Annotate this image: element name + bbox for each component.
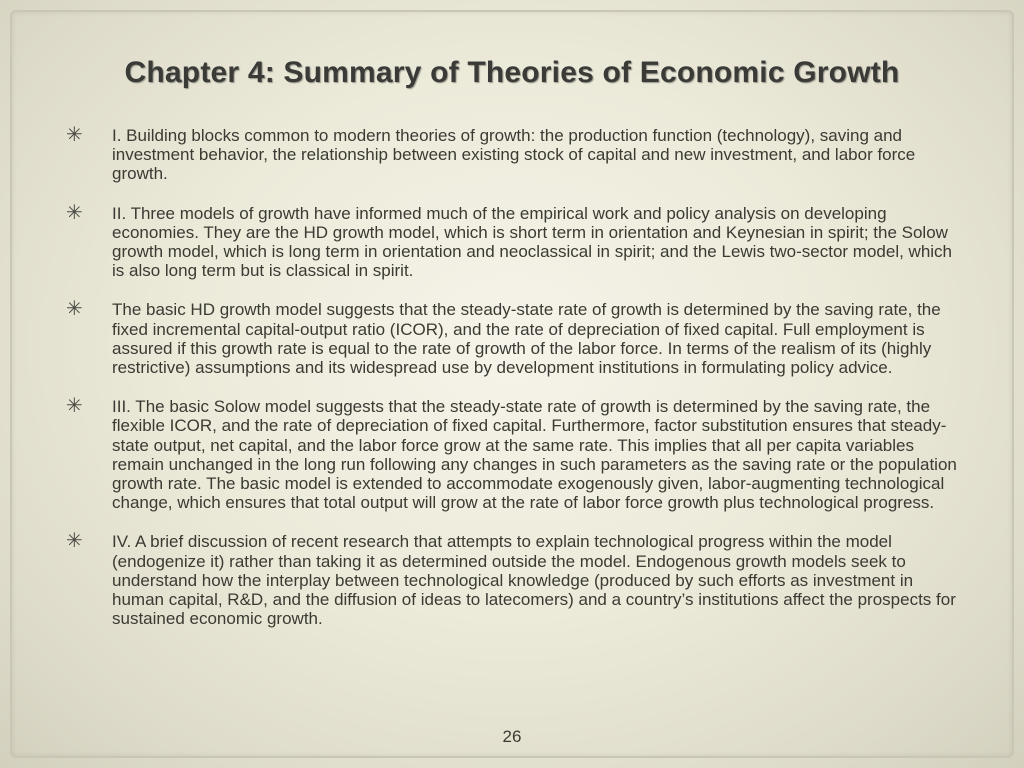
bullet-item	[66, 122, 966, 184]
bullet-text: II. Three models of growth have informed much of the empirical work and policy analysis on developing economies. They are the HD growth model, which is short term in orientation and Keynesian in spirit; the Solow growth model, which is long term in orientation and neoclassical in spirit; and the Lewis two-sector model, which is also long term but is classical in spirit.	[112, 203, 953, 281]
bullet-item	[66, 296, 966, 378]
page-number: 26	[502, 727, 522, 746]
bullet-text: The basic HD growth model suggests that the steady-state rate of growth is determined by the saving rate, the fixed incremental capital-output ratio (ICOR), and the rate of depreciation of fixed capital. Full employment is assured if this growth rate is equal to the rate of growth of the labor force. In terms of the realism of its (highly restrictive) assumptions and its widespread use by development institutions in formulating policy advice.	[112, 300, 941, 378]
asterisk-bullet-icon: ✳	[66, 199, 83, 224]
bullet-item	[66, 528, 966, 629]
bullet-item	[66, 199, 966, 281]
bullet-item	[66, 393, 966, 513]
asterisk-bullet-icon: ✳	[66, 393, 83, 418]
asterisk-bullet-icon: ✳	[66, 122, 83, 146]
slide-title: Chapter 4: Summary of Theories of Economic Growth	[124, 56, 900, 89]
bullet-list	[66, 122, 966, 648]
bullet-text: III. The basic Solow model suggests that the steady-state rate of growth is determined by the saving rate, the flexible ICOR, and the rate of depreciation of fixed capital. Furthermore, factor substitution ensures that steady-state output, net capital, and the labor force grow at the same rate. This implies that all per capita variables remain unchanged in the long run following any changes in such parameters as the saving rate or the population growth rate. The basic model is extended to accommodate exogenously given, labor-augmenting technological change, which ensures that total output will grow at the rate of labor force growth plus technological progress.	[112, 397, 957, 513]
bullet-text: I. Building blocks common to modern theories of growth: the production function (technology), saving and investment behavior, the relationship between existing stock of capital and new investment, and labor force growth.	[112, 126, 916, 184]
asterisk-bullet-icon: ✳	[66, 528, 83, 553]
bullet-text: IV. A brief discussion of recent research that attempts to explain technological progress within the model (endogenize it) rather than taking it as determined outside the model. Endogenous growth models seek to understand how the interplay between technological knowledge (produced by such efforts as investment in human capital, R&D, and the diffusion of ideas to latecomers) and a country’s institutions affect the prospects for sustained economic growth.	[112, 532, 956, 629]
asterisk-bullet-icon: ✳	[66, 296, 83, 321]
